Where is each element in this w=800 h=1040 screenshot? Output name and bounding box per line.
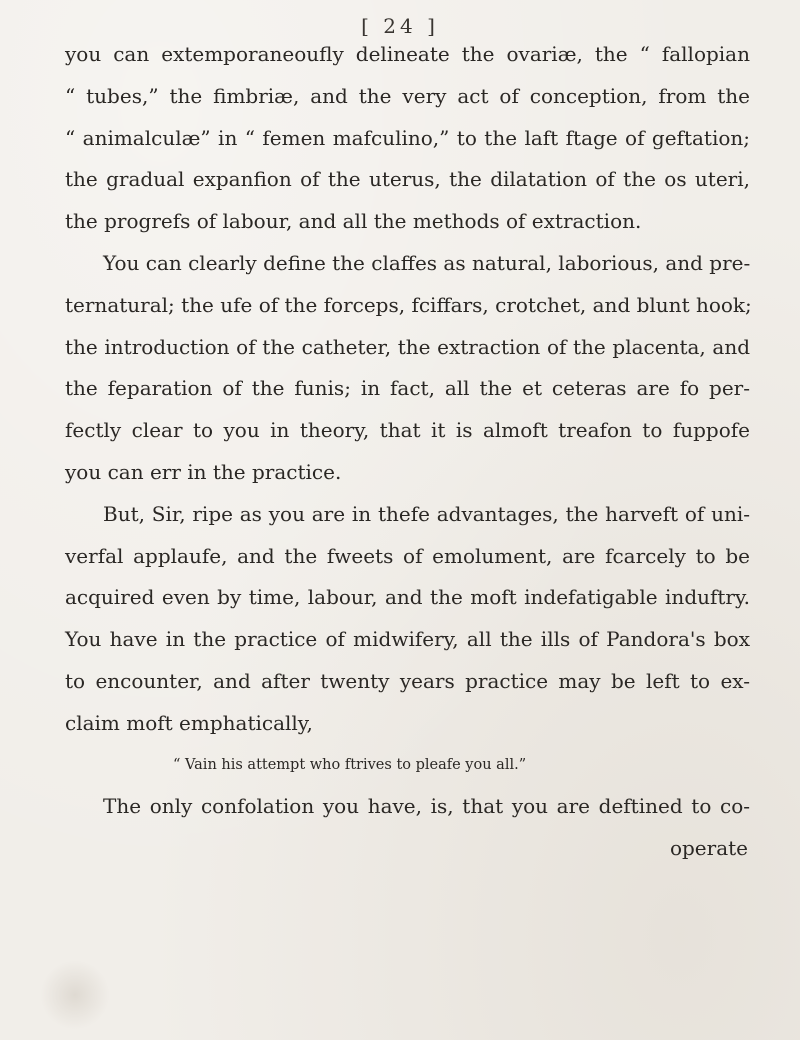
text-line: But, Sir, ripe as you are in thefe advantages, the harveft of uni-: [103, 501, 750, 526]
verse-quote: “ Vain his attempt who ftrives to pleafe you all.”: [173, 756, 527, 773]
text-line: You have in the practice of midwifery, all the ills of Pandora's box: [65, 627, 750, 652]
text-line: “ animalculæ” in “ femen mafculino,” to the laft ftage of geftation;: [65, 125, 750, 150]
body-text: [65, 34, 750, 870]
text-line: verfal applaufe, and the fweets of emolument, are fcarcely to be: [65, 543, 750, 568]
catchword: operate: [669, 836, 748, 861]
text-line: You can clearly define the claffes as natural, laborious, and pre-: [103, 250, 751, 275]
text-line: the progrefs of labour, and all the methods of extraction.: [65, 209, 642, 234]
text-line: The only confolation you have, is, that you are deftined to co-: [103, 794, 750, 819]
text-line: the feparation of the funis; in fact, all the et ceteras are fo per-: [65, 376, 750, 401]
text-line: fectly clear to you in theory, that it is almoft treafon to fuppofe: [65, 418, 750, 443]
paper-stain: [40, 960, 110, 1030]
text-line: claim moft emphatically,: [65, 710, 313, 735]
text-line: the introduction of the catheter, the extraction of the placenta, and: [65, 334, 750, 359]
text-line: you can err in the practice.: [65, 459, 342, 484]
text-line: to encounter, and after twenty years practice may be left to ex-: [65, 668, 750, 693]
text-line: ternatural; the ufe of the forceps, fciffars, crotchet, and blunt hook;: [65, 292, 752, 317]
text-line: the gradual expanfion of the uterus, the dilatation of the os uteri,: [65, 167, 750, 192]
page-number: [ 24 ]: [361, 14, 439, 38]
text-line: acquired even by time, labour, and the moft indefatigable induftry.: [65, 585, 750, 610]
text-line: “ tubes,” the fimbriæ, and the very act of conception, from the: [65, 83, 750, 108]
text-line: you can extemporaneoufly delineate the ovariæ, the “ fallopian: [65, 42, 750, 66]
